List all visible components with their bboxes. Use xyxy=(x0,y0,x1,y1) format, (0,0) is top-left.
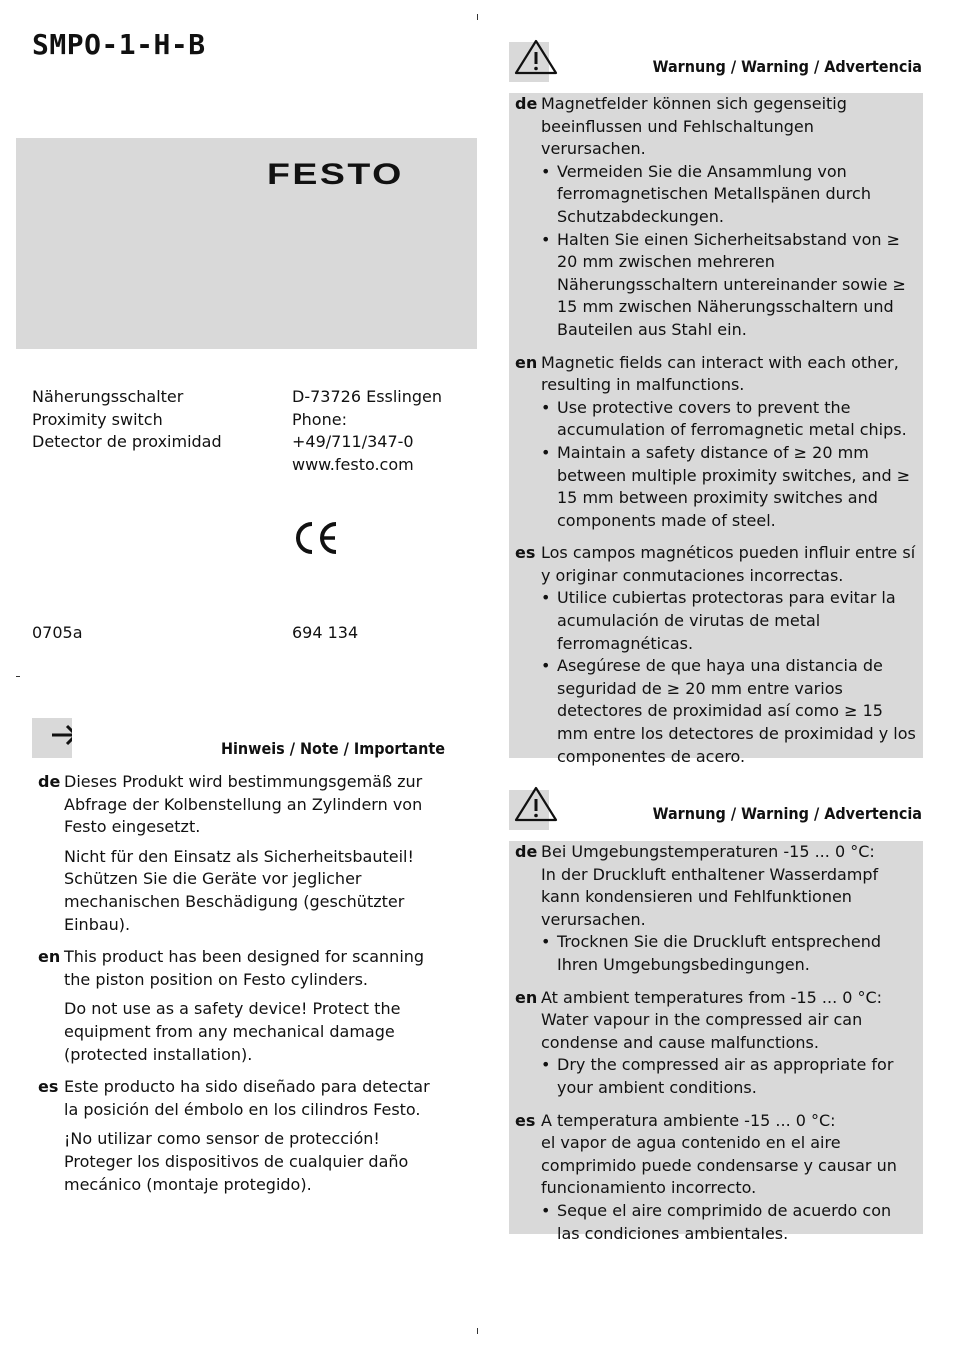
address-phone-label: Phone: xyxy=(292,409,347,429)
warning1-es-text: Los campos magnéticos pueden influir entre sí y originar conmutaciones incorrectas. xyxy=(541,543,916,585)
address-website: www.festo.com xyxy=(292,454,414,474)
lang-code: es xyxy=(515,543,536,563)
crop-mark xyxy=(477,14,478,20)
note-es xyxy=(38,1076,448,1196)
festo-logo: FESTO xyxy=(267,158,404,191)
warning1-en: en Magnetic fields can interact with each other, resulting in malfunctions. • Use protective covers to prevent the accumulation of ferromagnetic metal chips. • Maintain a safety distance of ≥ 20 mm between multiple proximity switches, and ≥ 15 mm between proximity switches and components made of steel. xyxy=(515,352,917,533)
warning2-en-bullet1: Dry the compressed air as appropriate for your ambient conditions. xyxy=(557,1055,894,1097)
name-es: Detector de proximidad xyxy=(32,432,222,451)
note-en-p2: Do not use as a safety device! Protect the equipment from any mechanical damage (protected installation). xyxy=(64,999,401,1064)
note-es-p1: Este producto ha sido diseñado para detectar la posición del émbolo en los cilindros Festo. xyxy=(64,1077,430,1119)
note-body xyxy=(38,771,448,1196)
warning1-icon-box xyxy=(509,42,549,82)
name-de: Näherungsschalter xyxy=(32,387,184,406)
warning1-de-text: Magnetfelder können sich gegenseitig beeinflussen und Fehlschaltungen verursachen. xyxy=(541,94,847,159)
product-title: SMPO-1-H-B xyxy=(32,28,206,61)
warning2-es-line1: A temperatura ambiente -15 ... 0 °C: xyxy=(541,1110,836,1130)
warning-triangle-icon xyxy=(511,785,561,825)
lang-code: es xyxy=(515,1110,536,1130)
warning1-en-text: Magnetic fields can interact with each other, resulting in malfunctions. xyxy=(541,352,899,395)
warning2-es-line2: el vapor de agua contenido en el aire comprimido puede condensarse y causar un funcionamiento incorrecto. xyxy=(541,1133,897,1198)
warning2-es: es A temperatura ambiente -15 ... 0 °C: el vapor de agua contenido en el aire comprimido puede condensarse y causar un funcionamiento incorrecto. • Seque el aire comprimido de acuerdo con las condiciones ambientales. xyxy=(515,1110,917,1246)
warning1-es: es Los campos magnéticos pueden influir entre sí y originar conmutaciones incorrectas. • Utilice cubiertas protectoras para evitar la acumulación de virutas de metal ferromagnéticas. • Asegúrese de que haya una distancia de seguridad de ≥ 20 mm entre varios detectores de proximidad así como ≥ 15 mm entre los detectores de proximidad y los componentes de acero. xyxy=(515,542,917,768)
address-phone: +49/711/347-0 xyxy=(292,432,414,451)
address-city: D-73726 Esslingen xyxy=(292,387,443,406)
warning2-de: de Bei Umgebungstemperaturen -15 ... 0 °C: In der Druckluft enthaltener Wasserdampf kann kondensieren und Fehlfunktionen verursachen. • Trocknen Sie die Druckluft entsprechend Ihren Umgebungsbedingungen. xyxy=(515,841,917,977)
ce-mark xyxy=(292,520,340,560)
warning2-de-line2: In der Druckluft enthaltener Wasserdampf kann kondensieren und Fehlfunktionen verursachen. xyxy=(541,864,879,929)
note-icon-box xyxy=(32,718,72,758)
version-code: 0705a xyxy=(32,623,83,642)
warning2-de-line1: Bei Umgebungstemperaturen -15 ... 0 °C: xyxy=(541,842,875,861)
warning1-es-bullet1: Utilice cubiertas protectoras para evitar la acumulación de virutas de metal ferromagnéticas. xyxy=(557,588,896,653)
warning1-en-bullet2: Maintain a safety distance of ≥ 20 mm between multiple proximity switches, and ≥ 15 mm between proximity switches and components made of steel. xyxy=(557,442,911,530)
ce-mark-icon xyxy=(292,520,340,556)
lang-code: de xyxy=(515,842,538,861)
cover-band xyxy=(16,138,477,349)
warning2-label: Warnung / Warning / Advertencia xyxy=(652,804,922,823)
warning1-de: de Magnetfelder können sich gegenseitig beeinflussen und Fehlschaltungen verursachen. • Vermeiden Sie die Ansammlung von ferromagnetischen Metallspänen durch Schutzabdeckungen. • Halten Sie einen Sicherheitsabstand von ≥ 20 mm zwischen mehreren Näherungsschaltern untereinander sowie ≥ 15 mm zwischen Näherungsschaltern und Bauteilen aus Stahl ein. xyxy=(515,93,917,342)
warning2-body xyxy=(509,841,923,1243)
lang-code: de xyxy=(515,94,538,113)
note-de-p1: Dieses Produkt wird bestimmungsgemäß zur Abfrage der Kolbenstellung an Zylindern von Festo eingesetzt. xyxy=(64,772,423,837)
warning2-icon-box xyxy=(509,790,549,830)
note-es-p2: ¡No utilizar como sensor de protección! Proteger los dispositivos de cualquier daño mecánico (montaje protegido). xyxy=(64,1129,409,1194)
note-de xyxy=(38,771,448,936)
note-de-p2: Nicht für den Einsatz als Sicherheitsbauteil! Schützen Sie die Geräte vor jeglicher mechanischen Beschädigung (geschützter Einbau). xyxy=(64,846,414,934)
lang-code: de xyxy=(38,772,61,791)
warning2-es-bullet1: Seque el aire comprimido de acuerdo con las condiciones ambientales. xyxy=(557,1200,892,1243)
warning1-es-bullet2: Asegúrese de que haya una distancia de seguridad de ≥ 20 mm entre varios detectores de proximidad así como ≥ 15 mm entre los detectores de proximidad y los componentes de acero. xyxy=(557,656,916,766)
warning1-label: Warnung / Warning / Advertencia xyxy=(652,57,922,76)
arrow-right-icon xyxy=(32,718,72,758)
note-label: Hinweis / Note / Importante xyxy=(220,739,445,758)
lang-code: en xyxy=(38,947,61,967)
crop-mark xyxy=(16,676,20,677)
warning2-en-line1: At ambient temperatures from -15 ... 0 °C: xyxy=(541,987,883,1007)
warning1-de-bullet1: Vermeiden Sie die Ansammlung von ferromagnetischen Metallspänen durch Schutzabdeckungen. xyxy=(557,161,871,226)
name-en: Proximity switch xyxy=(32,409,163,429)
address-block xyxy=(292,386,442,476)
crop-mark xyxy=(477,1328,478,1334)
warning2-en: en At ambient temperatures from -15 ... 0 °C: Water vapour in the compressed air can condense and cause malfunctions. • Dry the compressed air as appropriate for your ambient conditions. xyxy=(515,987,917,1100)
note-en-p1: This product has been designed for scanning the piston position on Festo cylinders. xyxy=(64,947,425,989)
lang-code: en xyxy=(515,987,538,1007)
part-number: 694 134 xyxy=(292,623,359,642)
warning1-en-bullet1: Use protective covers to prevent the accumulation of ferromagnetic metal chips. xyxy=(557,397,907,440)
lang-code: en xyxy=(515,352,538,372)
warning2-de-bullet1: Trocknen Sie die Druckluft entsprechend Ihren Umgebungsbedingungen. xyxy=(557,932,882,974)
warning1-de-bullet2: Halten Sie einen Sicherheitsabstand von ≥ 20 mm zwischen mehreren Näherungsschaltern untereinander sowie ≥ 15 mm zwischen Näherungsschaltern und Bauteilen aus Stahl ein. xyxy=(557,229,906,339)
warning1-body xyxy=(509,93,923,766)
note-en xyxy=(38,946,448,1066)
product-names xyxy=(32,386,222,454)
lang-code: es xyxy=(38,1077,59,1097)
warning2-en-line2: Water vapour in the compressed air can condense and cause malfunctions. xyxy=(541,1010,863,1052)
warning-triangle-icon xyxy=(511,38,561,78)
